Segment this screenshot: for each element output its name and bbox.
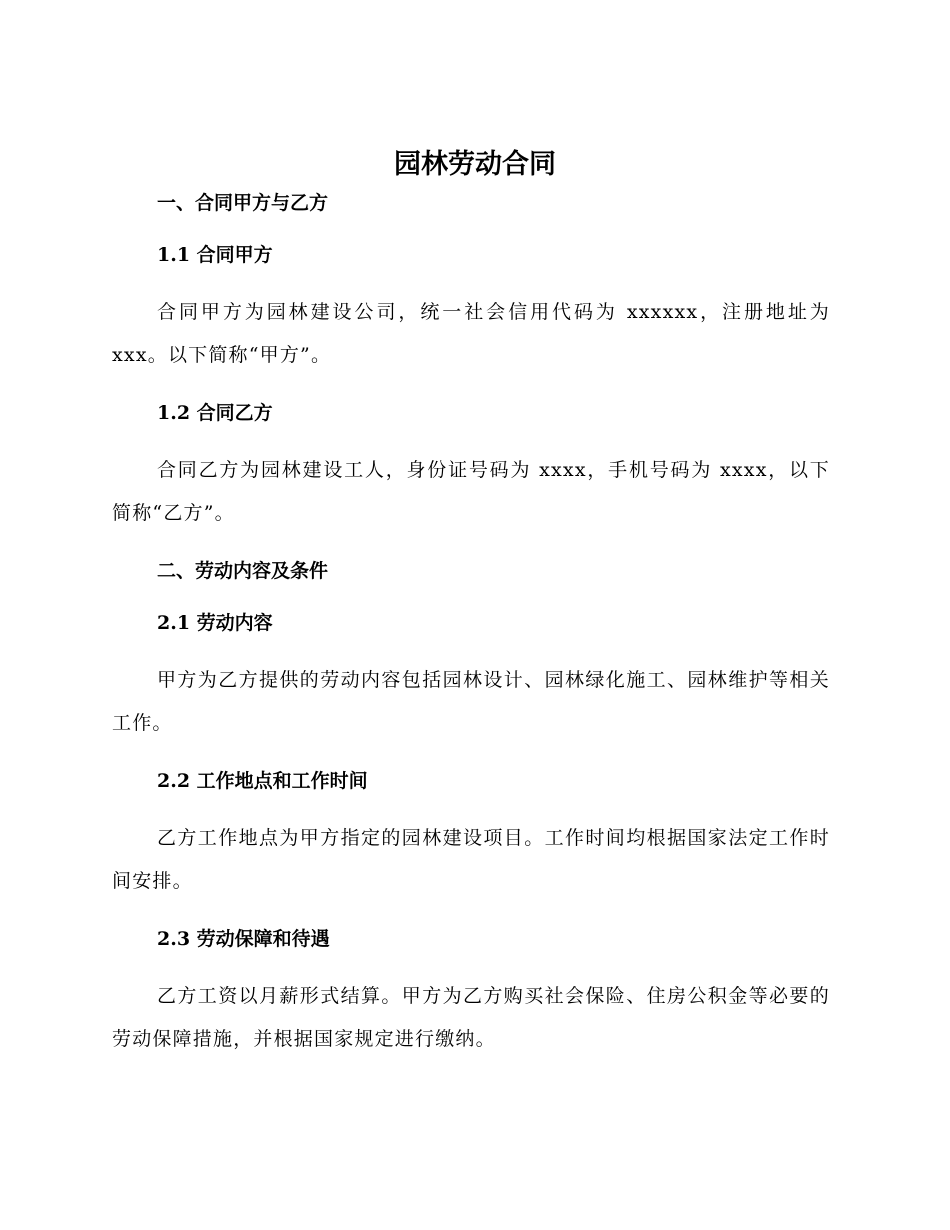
paragraph-party-a: 合同甲方为园林建设公司，统一社会信用代码为 xxxxxx，注册地址为 xxx。以下简称“甲方”。 [112,301,830,366]
paragraph-party-b: 合同乙方为园林建设工人，身份证号码为 xxxx，手机号码为 xxxx，以下简称“乙方”。 [112,459,830,524]
subsection-heading-party-b: 1.2 合同乙方 [157,402,273,424]
document-body [112,189,830,1083]
subsection-heading-party-a: 1.1 合同甲方 [157,244,273,266]
document-title: 园林劳动合同 [394,149,556,180]
paragraph-benefits: 乙方工资以月薪形式结算。甲方为乙方购买社会保险、住房公积金等必要的劳动保障措施，并根据国家规定进行缴纳。 [112,985,830,1050]
subsection-heading-benefits: 2.3 劳动保障和待遇 [157,928,330,950]
subsection-heading-labor-content: 2.1 劳动内容 [157,612,273,634]
paragraph-labor-content: 甲方为乙方提供的劳动内容包括园林设计、园林绿化施工、园林维护等相关工作。 [112,669,830,734]
section-heading-parties: 一、合同甲方与乙方 [157,192,329,214]
section-heading-labor: 二、劳动内容及条件 [157,560,329,582]
paragraph-workplace-hours: 乙方工作地点为甲方指定的园林建设项目。工作时间均根据国家法定工作时间安排。 [112,827,830,892]
subsection-heading-workplace-hours: 2.2 工作地点和工作时间 [157,770,368,792]
